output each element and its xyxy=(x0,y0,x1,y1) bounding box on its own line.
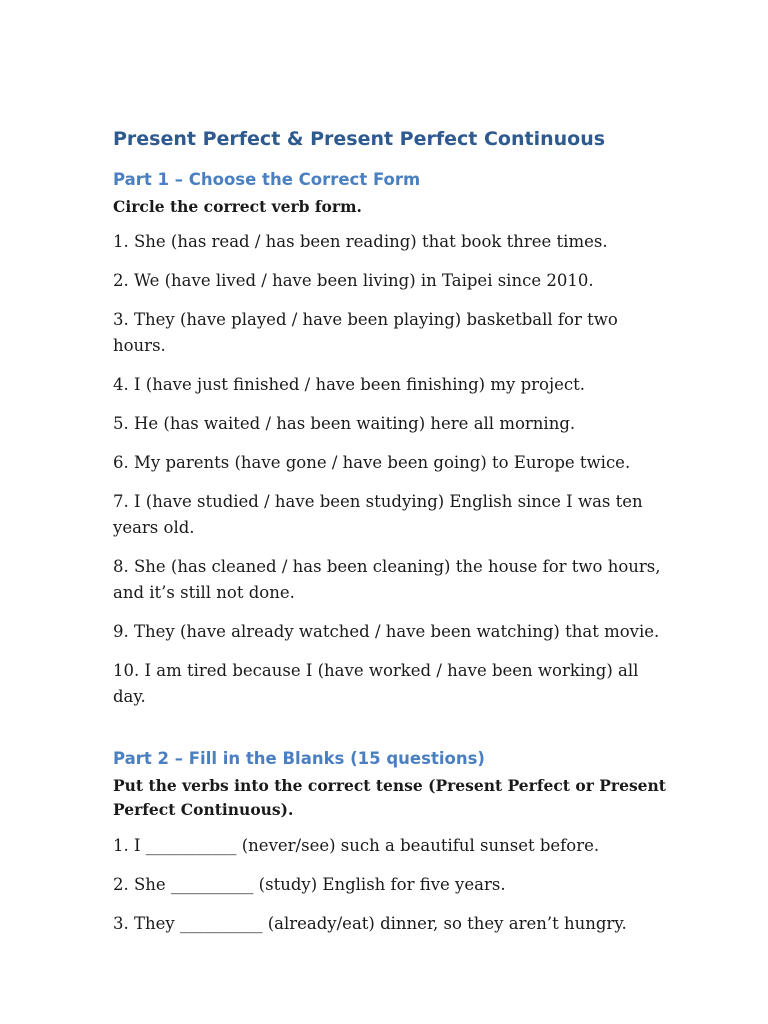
document-page xyxy=(113,124,673,950)
question-item: 1. She (has read / has been reading) that book three times. xyxy=(113,232,608,251)
part2-heading: Part 2 – Fill in the Blanks (15 questions) xyxy=(113,749,485,768)
question-item: 7. I (have studied / have been studying) English since I was ten years old. xyxy=(113,492,643,537)
part2-question-list xyxy=(113,833,673,937)
part1-instruction: Circle the correct verb form. xyxy=(113,197,362,216)
fill-in-question-item: 1. I ___________ (never/see) such a beautiful sunset before. xyxy=(113,836,600,855)
fill-in-question-item: 3. They __________ (already/eat) dinner, so they aren’t hungry. xyxy=(113,914,627,933)
question-item: 2. We (have lived / have been living) in Taipei since 2010. xyxy=(113,271,594,290)
part1-question-list xyxy=(113,229,673,710)
question-item: 10. I am tired because I (have worked / have been working) all day. xyxy=(113,661,639,706)
question-item: 6. My parents (have gone / have been going) to Europe twice. xyxy=(113,453,631,472)
part2-instruction: Put the verbs into the correct tense (Present Perfect or Present Perfect Continuous). xyxy=(113,776,666,819)
question-item: 5. He (has waited / has been waiting) here all morning. xyxy=(113,414,576,433)
question-item: 4. I (have just finished / have been finishing) my project. xyxy=(113,375,585,394)
question-item: 8. She (has cleaned / has been cleaning) the house for two hours, and it’s still not done. xyxy=(113,557,661,602)
part1-heading: Part 1 – Choose the Correct Form xyxy=(113,170,421,189)
page-title: Present Perfect & Present Perfect Continuous xyxy=(113,128,606,150)
fill-in-question-item: 2. She __________ (study) English for five years. xyxy=(113,875,506,894)
question-item: 3. They (have played / have been playing) basketball for two hours. xyxy=(113,310,618,355)
question-item: 9. They (have already watched / have been watching) that movie. xyxy=(113,622,660,641)
